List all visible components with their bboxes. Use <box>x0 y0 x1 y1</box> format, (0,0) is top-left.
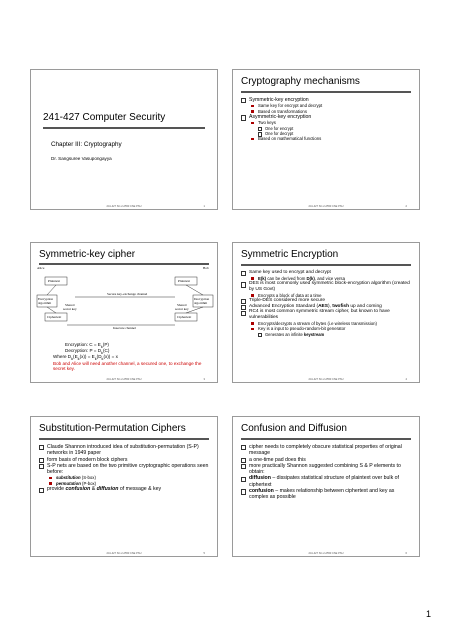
sub-sub-bullet: One for decrypt <box>241 131 413 136</box>
key-exchange-note: Bob and Alice will need another channel, a secured one, to exchange the secret key. <box>53 361 202 372</box>
symmetric-cipher-diagram <box>35 265 215 339</box>
slide-4 <box>232 242 420 383</box>
plaintext-label: Plaintext <box>178 279 191 283</box>
footer-text: 241-427 SC-2-2553 CSE PSU <box>308 552 344 555</box>
footer-text: 241-427 SC-2-2553 CSE PSU <box>106 378 142 381</box>
plaintext-label: Plaintext <box>48 279 61 283</box>
bullet: S-P nets are based on the two primitive cryptographic operations seen before: <box>39 463 211 476</box>
sub-bullet: E(k) can be derived from D(k), and vice versa <box>241 276 413 281</box>
slide-number: 1 <box>203 205 205 208</box>
secret-key-label: secret key <box>175 307 189 311</box>
arrow <box>47 307 56 313</box>
secure-channel-label: Secure key-exchange channel <box>107 292 148 296</box>
arrow <box>186 285 203 295</box>
bullet: DES is most commonly used symmetric block-encryption algorithm (created by US Govt) <box>241 281 413 292</box>
shared-label: Shared <box>65 303 75 307</box>
ciphertext-label: Ciphertext <box>177 315 192 319</box>
arrow <box>47 285 56 295</box>
title-rule <box>39 438 209 440</box>
alice-label: Alice <box>37 266 45 270</box>
slide-title: Symmetric Encryption <box>241 249 339 260</box>
slide-number: 6 <box>405 552 407 555</box>
slide-number: 3 <box>203 378 205 381</box>
encryption-formula: Encryption: $C = E_k(P)$ <box>65 342 109 349</box>
title-rule <box>43 127 205 129</box>
slide-5 <box>30 416 218 557</box>
bullet: Claude Shannon introduced idea of substitution-permutation (S-P) networks in 1949 paper <box>39 444 211 457</box>
slide-subtitle: Chapter III: Cryptography <box>51 141 122 148</box>
bullet: confusion – makes relationship between ciphertext and key as complex as possible <box>241 488 413 501</box>
slide-number: 4 <box>405 378 407 381</box>
slide-number: 5 <box>203 552 205 555</box>
slide-title: Symmetric-key cipher <box>39 249 136 260</box>
sub-bullet: Key is a input to pseudo-random-bit generator <box>241 326 413 331</box>
bullet: form basis of modern block ciphers <box>39 457 211 463</box>
bullet: RC4 is most common symmetric stream cipher, but known to have vulnerabilities <box>241 309 413 320</box>
encryption-label: Encryption <box>38 297 54 301</box>
slide-title: Substitution-Permutation Ciphers <box>39 423 186 434</box>
footer-text: 241-427 SC-2-2553 CSE PSU <box>308 378 344 381</box>
insecure-channel-label: Insecure channel <box>113 326 136 330</box>
decryption-formula: Decryption: $P = D_k(C)$ <box>65 348 110 355</box>
title-rule <box>241 91 411 93</box>
bullet: diffusion – dissipates statistical structure of plaintext over bulk of ciphertext <box>241 475 413 488</box>
footer-text: 241-427 SC-2-2553 CSE PSU <box>106 205 142 208</box>
sub-sub-bullet: Generates an infinite keystream <box>241 332 413 337</box>
slide-body <box>241 97 413 142</box>
ciphertext-label: Ciphertext <box>47 315 62 319</box>
sub-bullet: Encrypts a block of data at a time <box>241 293 413 298</box>
bullet: more practically Shannon suggested combining S & P elements to obtain: <box>241 463 413 476</box>
shared-label: Shared <box>177 303 187 307</box>
footer-text: 241-427 SC-2-2553 CSE PSU <box>308 205 344 208</box>
secret-key-label: secret key <box>63 307 77 311</box>
bullet: Asymmetric-key encryption <box>241 114 413 120</box>
sub-bullet: permutation (P-box) <box>39 481 211 486</box>
sub-bullet: Same key for encrypt and decrypt <box>241 103 413 108</box>
bullet: Advanced Encryption Standard (AES), twofish up and coming <box>241 304 413 310</box>
bob-label: Bob <box>203 266 209 270</box>
slide-title: 241-427 Computer Security <box>43 112 166 123</box>
sub-bullet: Based on transformations <box>241 109 413 114</box>
decryption-label: Decryption <box>194 297 210 301</box>
slide-3 <box>30 242 218 383</box>
sub-sub-bullet: One for encrypt <box>241 126 413 131</box>
slide-2 <box>232 69 420 210</box>
bullet: Symmetric-key encryption <box>241 97 413 103</box>
algorithm-label: algorithm <box>38 301 52 305</box>
sub-bullet: Based on mathematical functions <box>241 136 413 141</box>
slide-1 <box>30 69 218 210</box>
bullet: Same key used to encrypt and decrypt <box>241 270 413 276</box>
slide-body <box>241 270 413 337</box>
algorithm-label: algorithm <box>194 301 208 305</box>
slide-number: 2 <box>405 205 407 208</box>
slide-author: Dr. Sangsuree Vasupongayya <box>51 156 112 161</box>
slide-body <box>39 444 211 493</box>
footer-text: 241-427 SC-2-2553 CSE PSU <box>106 552 142 555</box>
slide-title: Confusion and Diffusion <box>241 423 347 434</box>
title-rule <box>241 438 411 440</box>
sub-bullet: substitution (S-box) <box>39 475 211 480</box>
bullet: a one-time pad does this <box>241 457 413 463</box>
bullet: cipher needs to completely obscure statistical properties of original message <box>241 444 413 457</box>
bullet: provide confusion & diffusion of message & key <box>39 486 211 492</box>
slide-6 <box>232 416 420 557</box>
where-formula: Where $D_k(E_k(x)) = E_k(D_k(x)) = x$ <box>53 354 118 361</box>
sub-bullet: Two keys <box>241 120 413 125</box>
bullet: Triple-DES considered more secure <box>241 298 413 304</box>
slide-body <box>241 444 413 501</box>
page-number: 1 <box>426 609 432 619</box>
slide-title: Cryptography mechanisms <box>241 76 360 87</box>
sub-bullet: Encrypts/decrypts a stream of bytes (i.e wireless transmission) <box>241 321 413 326</box>
title-rule <box>241 264 411 266</box>
